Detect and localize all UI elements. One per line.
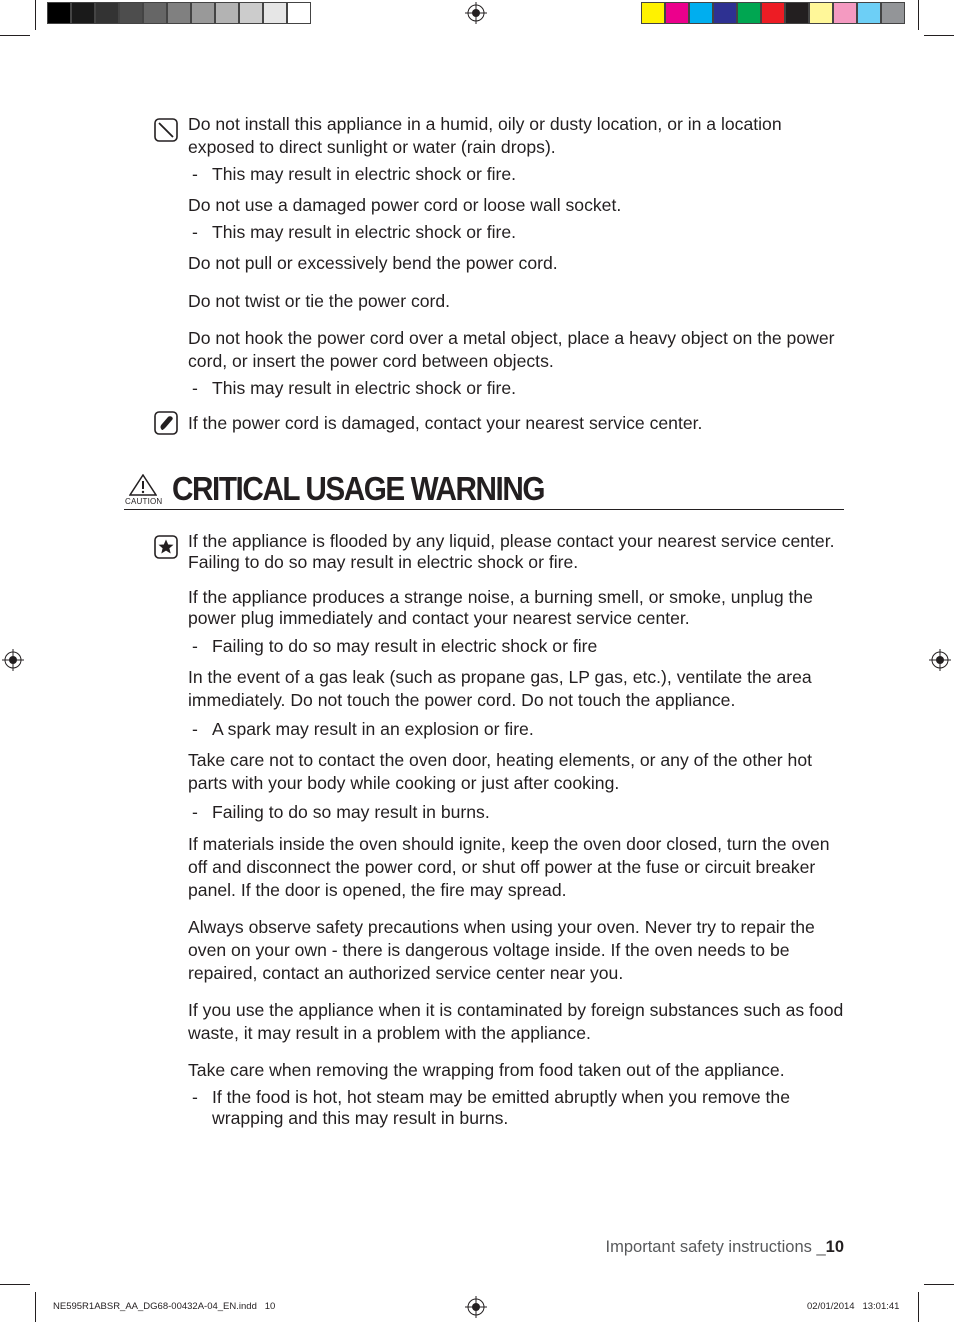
sub-note-text: This may result in electric shock or fire. <box>212 378 517 398</box>
sub-note <box>192 222 832 243</box>
sub-note-text: A spark may result in an explosion or fire. <box>212 719 534 739</box>
sub-note-text: This may result in electric shock or fire. <box>212 222 517 242</box>
star-warning-icon <box>154 535 178 559</box>
color-swatch <box>857 2 881 24</box>
file-slug: NE595R1ABSR_AA_DG68-00432A-04_EN.indd 10 <box>53 1301 276 1312</box>
crop-mark <box>924 35 954 36</box>
instruction-text: Do not twist or tie the power cord. <box>188 291 451 311</box>
sub-note <box>192 719 832 740</box>
gray-swatch <box>71 2 95 24</box>
crop-mark <box>918 1292 919 1322</box>
warning-text: Take care when removing the wrapping from food taken out of the appliance. <box>188 1060 785 1080</box>
dash-bullet: - <box>192 164 198 184</box>
dash-bullet: - <box>192 802 198 822</box>
dash-bullet: - <box>192 378 198 398</box>
instruction-text: If the power cord is damaged, contact your nearest service center. <box>188 413 703 433</box>
color-swatch <box>689 2 713 24</box>
heading-rule <box>124 509 844 510</box>
warning-text: In the event of a gas leak (such as propane gas, LP gas, etc.), ventilate the area immediately. Do not touch the power cord. Do not touch the appliance. <box>188 667 812 710</box>
sub-note <box>192 802 832 823</box>
footer-section-name: Important safety instructions _ <box>605 1238 826 1256</box>
color-swatch <box>713 2 737 24</box>
print-timestamp: 02/01/2014 13:01:41 <box>807 1301 900 1312</box>
section-heading: CRITICAL USAGE WARNING <box>172 470 545 507</box>
dash-bullet: - <box>192 1087 198 1107</box>
warning-text: If the appliance produces a strange noise, a burning smell, or smoke, unplug the power plug immediately and contact your nearest service center. <box>188 587 813 628</box>
crop-mark <box>35 1292 36 1322</box>
crop-mark <box>0 35 30 36</box>
instruction-text: Do not install this appliance in a humid, oily or dusty location, or in a location exposed to direct sunlight or water (rain drops). <box>188 114 782 157</box>
gray-swatch <box>47 2 71 24</box>
gray-swatch <box>143 2 167 24</box>
color-swatch <box>785 2 809 24</box>
phone-contact-icon <box>154 411 178 435</box>
dash-bullet: - <box>192 719 198 739</box>
page-footer <box>606 1238 844 1257</box>
gray-swatch <box>95 2 119 24</box>
crop-mark <box>35 0 36 30</box>
registration-mark-icon <box>929 649 951 671</box>
color-swatch <box>833 2 857 24</box>
warning-text: If you use the appliance when it is contaminated by foreign substances such as food waste, it may result in a problem with the appliance. <box>188 1000 844 1043</box>
sub-note-text: Failing to do so may result in burns. <box>212 802 490 822</box>
warning-text: Take care not to contact the oven door, heating elements, or any of the other hot parts with your body while cooking or just after cooking. <box>188 750 813 793</box>
gray-swatch <box>167 2 191 24</box>
gray-swatch <box>215 2 239 24</box>
page-number: 10 <box>825 1238 844 1256</box>
sub-note-text: This may result in electric shock or fire. <box>212 164 517 184</box>
sub-note <box>192 378 832 399</box>
color-swatch <box>641 2 665 24</box>
color-swatch <box>737 2 761 24</box>
sub-note-text: Failing to do so may result in electric shock or fire <box>212 636 598 656</box>
color-swatch <box>761 2 785 24</box>
color-swatch <box>881 2 905 24</box>
registration-mark-icon <box>2 649 24 671</box>
warning-text: Always observe safety precautions when using your oven. Never try to repair the oven on your own - there is dangerous voltage inside. If the oven needs to be repaired, contact an authorized service center near you. <box>188 917 815 983</box>
sub-note-text: If the food is hot, hot steam may be emitted abruptly when you remove the wrapping and this may result in burns. <box>212 1087 790 1128</box>
crop-mark <box>924 1284 954 1285</box>
gray-swatch <box>263 2 287 24</box>
registration-mark-icon <box>465 1296 487 1318</box>
caution-label: CAUTION <box>125 497 163 506</box>
gray-swatch <box>191 2 215 24</box>
dash-bullet: - <box>192 636 198 656</box>
prohibit-icon <box>154 118 178 142</box>
crop-mark <box>918 0 919 30</box>
warning-text: If materials inside the oven should ignite, keep the oven door closed, turn the oven off and disconnect the power cord, or shut off power at the fuse or circuit breaker panel. If the door is opened, the fire may spread. <box>188 834 830 900</box>
sub-note <box>192 164 832 185</box>
sub-note <box>192 636 832 657</box>
gray-swatch <box>119 2 143 24</box>
registration-mark-icon <box>465 2 487 24</box>
instruction-text: Do not pull or excessively bend the power cord. <box>188 253 558 273</box>
gray-swatch <box>287 2 311 24</box>
instruction-text: Do not hook the power cord over a metal object, place a heavy object on the power cord, or insert the power cord between objects. <box>188 328 835 371</box>
gray-swatch <box>239 2 263 24</box>
sub-note <box>192 1087 832 1128</box>
instruction-text: Do not use a damaged power cord or loose wall socket. <box>188 195 622 215</box>
color-swatch <box>809 2 833 24</box>
dash-bullet: - <box>192 222 198 242</box>
color-swatch <box>665 2 689 24</box>
warning-text: If the appliance is flooded by any liquid, please contact your nearest service center. Failing to do so may result in electric shock or fire. <box>188 531 835 572</box>
crop-mark <box>0 1284 30 1285</box>
caution-triangle-icon <box>129 474 157 496</box>
